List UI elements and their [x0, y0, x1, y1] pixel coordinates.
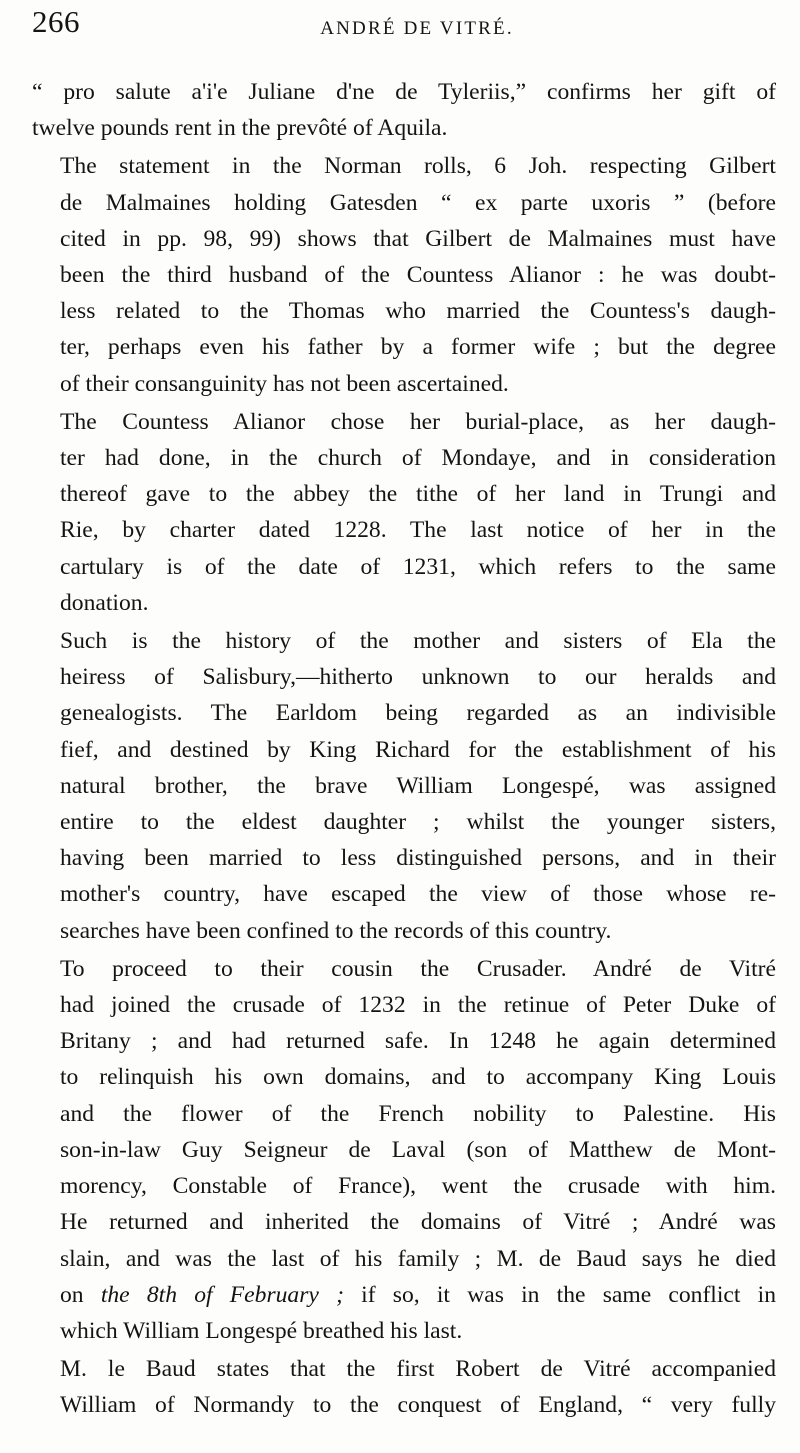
text-line: been the third husband of the Countess Alianor : he was doubt-	[60, 262, 776, 289]
text-line: genealogists. The Earldom being regarded as an indivisible	[60, 700, 776, 727]
text-line: searches have been confined to the records of this country.	[60, 917, 612, 944]
text-line: slain, and was the last of his family ; M. de Baud says he died	[60, 1245, 776, 1272]
text-line: heiress of Salisbury,—hitherto unknown to our heralds and	[60, 664, 776, 691]
text-line: William of Normandy to the conquest of England, “ very fully	[60, 1392, 776, 1419]
text-line: ter, perhaps even his father by a former wife ; but the degree	[60, 334, 776, 361]
text-line: cited in pp. 98, 99) shows that Gilbert de Malmaines must have	[60, 225, 776, 252]
text-line: de Malmaines holding Gatesden “ ex parte uxoris ” (before	[60, 189, 776, 216]
text-line: which William Longespé breathed his last.	[60, 1317, 463, 1344]
paragraph-3	[32, 404, 776, 621]
text-line: having been married to less distinguished persons, and in their	[60, 845, 776, 872]
text-line-with-italic	[32, 1277, 776, 1313]
text-line: thereof gave to the abbey the tithe of her land in Trungi and	[60, 481, 776, 508]
text-line: less related to the Thomas who married the Countess's daugh-	[60, 298, 776, 325]
text-line: had joined the crusade of 1232 in the retinue of Peter Duke of	[60, 992, 776, 1019]
text-line: He returned and inherited the domains of Vitré ; André was	[60, 1209, 776, 1236]
text-line: son-in-law Guy Seigneur de Laval (son of Matthew de Mont-	[60, 1136, 776, 1163]
text-line: morency, Constable of France), went the crusade with him.	[60, 1173, 776, 1200]
running-title: ANDRÉ DE VITRÉ.	[320, 18, 514, 39]
text-line: twelve pounds rent in the prevôté of Aquila.	[32, 115, 448, 142]
text-line: “ pro salute a'i'e Juliane d'ne de Tyleriis,” confirms her gift of	[32, 79, 776, 105]
running-head	[26, 4, 774, 44]
text-line: of their consanguinity has not been ascertained.	[60, 370, 509, 397]
text-line: Rie, by charter dated 1228. The last notice of her in the	[60, 517, 776, 544]
text-line: mother's country, have escaped the view of those whose re-	[60, 881, 776, 908]
page-number: 266	[32, 4, 80, 39]
text-line: natural brother, the brave William Longespé, was assigned	[60, 772, 776, 799]
text-line: M. le Baud states that the first Robert de Vitré accompanied	[60, 1356, 776, 1383]
paragraph-2	[32, 148, 776, 401]
text-line: entire to the eldest daughter ; whilst the younger sisters,	[60, 809, 776, 836]
text-line: cartulary is of the date of 1231, which refers to the same	[60, 553, 776, 580]
text-line: to relinquish his own domains, and to accompany King Louis	[60, 1064, 776, 1091]
paragraph-5	[32, 951, 776, 1349]
text-line: The statement in the Norman rolls, 6 Joh. respecting Gilbert	[60, 153, 776, 180]
body-text	[32, 74, 776, 1426]
text-line: The Countess Alianor chose her burial-place, as her daugh-	[60, 408, 776, 435]
italic-date: the 8th of February ;	[100, 1281, 344, 1308]
paragraph-1	[32, 74, 776, 146]
text-run: on	[60, 1281, 101, 1308]
text-line: ter had done, in the church of Mondaye, and in consideration	[60, 445, 776, 472]
paragraph-4	[32, 623, 776, 949]
text-line: fief, and destined by King Richard for the establishment of his	[60, 736, 776, 763]
text-line: Britany ; and had returned safe. In 1248 he again determined	[60, 1028, 776, 1055]
text-line: and the flower of the French nobility to Palestine. His	[60, 1100, 776, 1127]
text-run: if so, it was in the same conflict in	[343, 1281, 776, 1308]
paragraph-6	[32, 1351, 776, 1423]
text-line: donation.	[60, 589, 149, 616]
text-line: To proceed to their cousin the Crusader. André de Vitré	[60, 955, 776, 982]
text-line: Such is the history of the mother and sisters of Ela the	[60, 628, 776, 655]
